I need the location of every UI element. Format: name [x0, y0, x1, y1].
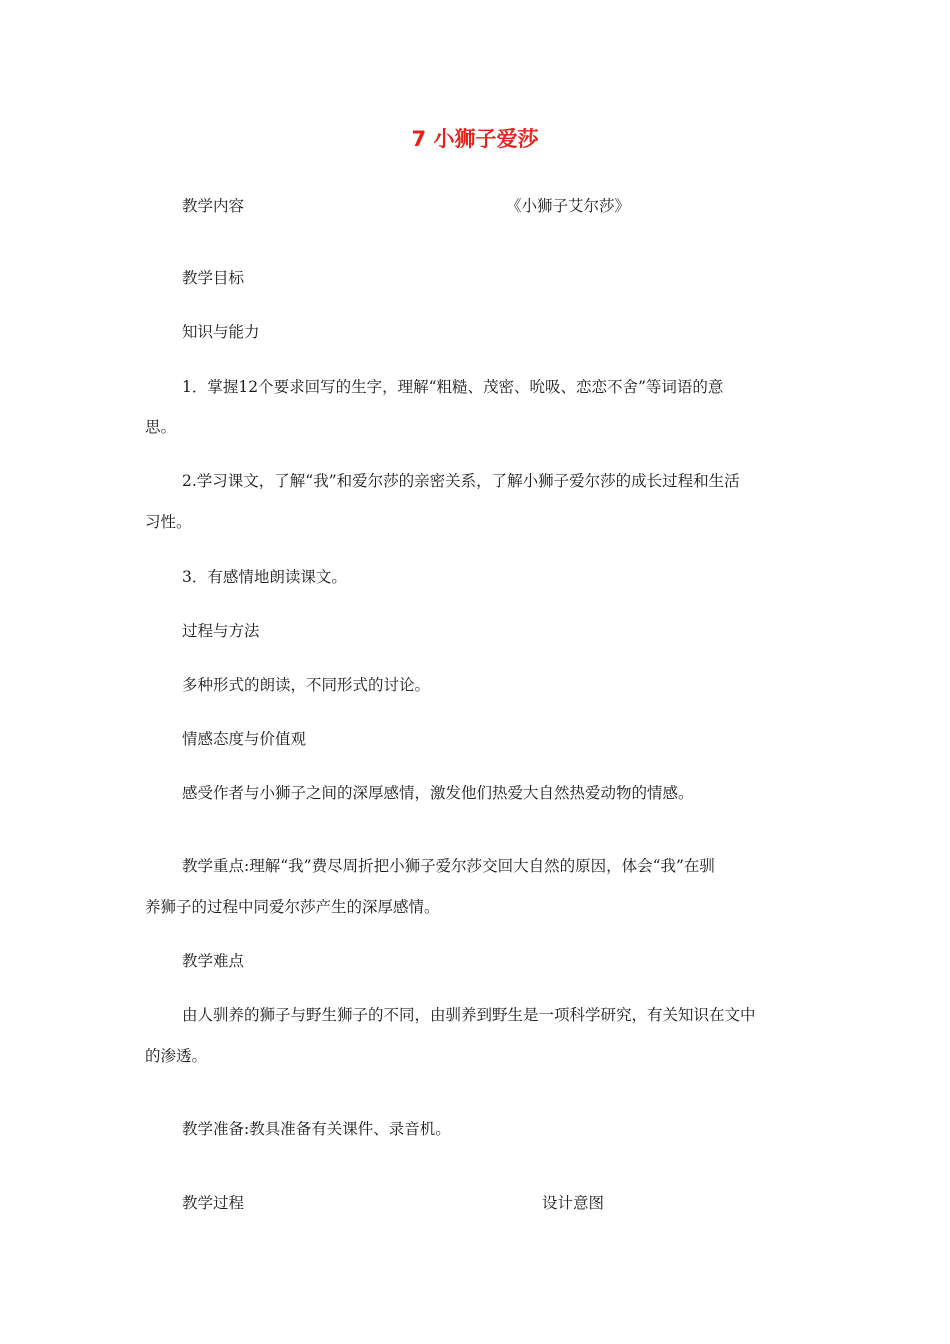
- key-points-line-2: 养狮子的过程中同爱尔莎产生的深厚感情。: [145, 898, 440, 916]
- process-table-col-process: 教学过程: [182, 1194, 245, 1212]
- key-points-line-1: 教学重点:理解“我”费尽周折把小狮子爱尔莎交回大自然的原因，体会“我”在驯: [182, 857, 715, 875]
- process-table-col-design: 设计意图: [542, 1194, 605, 1212]
- preparation-text: 教学准备:教具准备有关课件、录音机。: [182, 1120, 451, 1138]
- difficulties-heading: 教学难点: [182, 952, 245, 970]
- emotion-text: 感受作者与小狮子之间的深厚感情，激发他们热爱大自然热爱动物的情感。: [182, 784, 694, 802]
- difficulties-line-2: 的渗透。: [145, 1047, 208, 1065]
- goal-item-2-line-2: 习性。: [145, 513, 192, 531]
- emotion-heading: 情感态度与价值观: [182, 730, 307, 748]
- goal-item-2-line-1: 2.学习课文，了解“我”和爱尔莎的亲密关系，了解小狮子爱尔莎的成长过程和生活: [182, 472, 740, 490]
- knowledge-heading: 知识与能力: [182, 323, 260, 341]
- teaching-goals-heading: 教学目标: [182, 269, 245, 287]
- goal-item-3: 3．有感情地朗读课文。: [182, 568, 347, 586]
- teaching-content-label: 教学内容: [182, 197, 245, 215]
- process-method-text: 多种形式的朗读，不同形式的讨论。: [182, 676, 431, 694]
- goal-item-1-line-2: 思。: [145, 418, 177, 436]
- page-title: 7 小狮子爱莎: [411, 127, 539, 151]
- difficulties-line-1: 由人驯养的狮子与野生狮子的不同，由驯养到野生是一项科学研究，有关知识在文中: [182, 1006, 756, 1024]
- teaching-content-value: 《小狮子艾尔莎》: [506, 197, 631, 215]
- process-method-heading: 过程与方法: [182, 622, 260, 640]
- goal-item-1-line-1: 1．掌握12个要求回写的生字，理解“粗糙、茂密、吮吸、恋恋不舍”等词语的意: [182, 378, 724, 396]
